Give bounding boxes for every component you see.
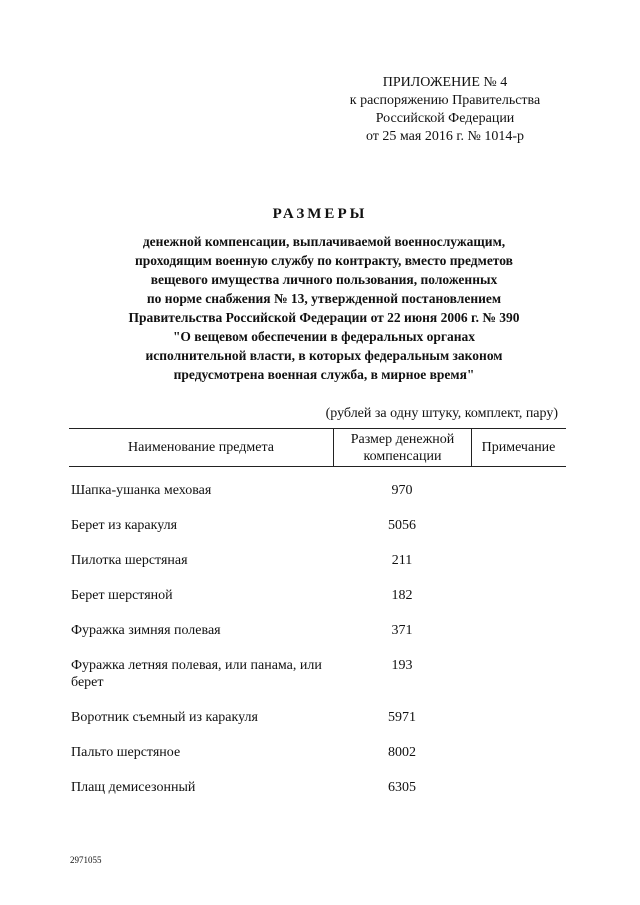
item-name: Берет из каракуля (71, 518, 178, 533)
item-name: Плащ демисезонный (71, 780, 196, 795)
appendix-number: ПРИЛОЖЕНИЕ № 4 (382, 75, 508, 90)
item-name: Пальто шерстяное (71, 745, 181, 760)
subtitle-line: денежной компенсации, выплачиваемой военнослужащим, (142, 234, 506, 249)
header-compensation: Размер денежной компенсации (333, 429, 472, 466)
item-value: 5971 (388, 710, 416, 725)
item-value: 193 (391, 658, 413, 673)
appendix-ref: к распоряжению Правительства (349, 93, 541, 108)
table-header (69, 428, 566, 467)
subtitle-line: проходящим военную службу по контракту, вместо предметов (135, 253, 513, 268)
item-name: Фуражка зимняя полевая (71, 623, 221, 638)
appendix-date: от 25 мая 2016 г. № 1014-р (365, 129, 525, 144)
subtitle-line: по норме снабжения № 13, утвержденной постановлением (146, 291, 502, 306)
item-value: 6305 (388, 780, 416, 795)
appendix-ref: Российской Федерации (375, 111, 515, 126)
subtitle-line: предусмотрена военная служба, в мирное время" (173, 367, 475, 382)
item-value: 970 (391, 483, 413, 498)
subtitle-line: "О вещевом обеспечении в федеральных органах (172, 329, 476, 344)
item-name: Воротник съемный из каракуля (71, 710, 258, 725)
item-value: 182 (391, 588, 413, 603)
item-value: 211 (391, 553, 413, 568)
item-value: 5056 (388, 518, 416, 533)
subtitle-line: Правительства Российской Федерации от 22 июня 2006 г. № 390 (128, 310, 520, 325)
appendix-header (330, 74, 560, 146)
header-item-name: Наименование предмета (128, 440, 274, 455)
unit-note: (рублей за одну штуку, комплект, пару) (325, 406, 558, 421)
document-code: 2971055 (70, 855, 102, 865)
item-name: Фуражка летняя полевая, или панама, или берет (71, 658, 322, 690)
item-value: 371 (391, 623, 413, 638)
subtitle-line: вещевого имущества личного пользования, положенных (150, 272, 498, 287)
item-name: Шапка-ушанка меховая (71, 483, 212, 498)
subtitle-line: исполнительной власти, в которых федеральным законом (145, 348, 503, 363)
document-subtitle (80, 232, 568, 384)
item-name: Пилотка шерстяная (71, 553, 188, 568)
compensation-table (69, 428, 566, 795)
item-value: 8002 (388, 745, 416, 760)
document-title: РАЗМЕРЫ (272, 206, 368, 222)
header-note: Примечание (481, 440, 556, 455)
item-name: Берет шерстяной (71, 588, 173, 603)
